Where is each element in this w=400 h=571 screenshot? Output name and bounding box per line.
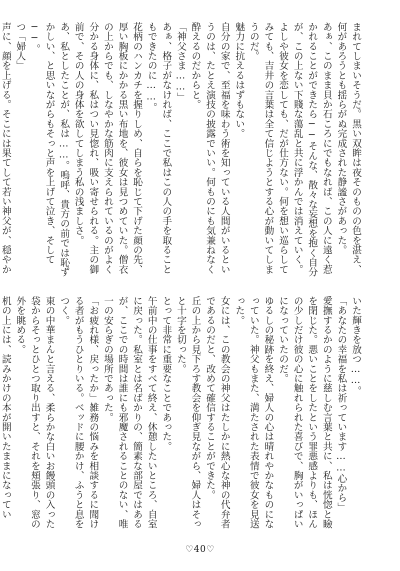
lower-text-block: いた輝きを放つ……。 「あなたの幸福を私は祈っています……心から」 愛撫するかのように慈しむ言葉と共に、私は恍惚と瞼を閉じた。悪いことをしたという罪悪感よりも、ほんの少しだけ彼の心に触れられた喜びで、胸がいっぱいになっていたのだ。 ゆるしの秘跡を終え、婦人の心は晴れやかなものになっていた。神父もまた、満たされた表情で彼女を見送った。 女には、この教会の神父はたしかに熱心な神の代弁者であるのだと、改めて確信することができた。 丘の上から見下ろす教会を仰ぎ見ながら、婦人はそっと十字を切った。 とって非常に重要なことであった。 午前中の仕事をすべて終え、休憩したいところ、自室に戻った。私室とは名ばかりの、簡素な部屋ではあるが、ここでの時間は誰にも邪魔されることのない、唯一の安らぎの場所であった。 「お疲れ様、戻ったか」雑務の悩みを相談するに聞ける者がもうひとりいる。ベッドに腰かけ、ふうと息をつく。 東の中華まんと言える、柔らかな白いお饅頭の入った袋からそっとひとつ取り出すと、それを頬張り、窓の外を眺める。 机の上には、読みかけの本が開いたままになってい bbox=[0, 296, 361, 529]
upper-text-block: まれてしまいそうだ。黒い双眸は夜そのものの色を湛え、何があろうとも揺らがぬ完成された静謐さがあった。 あぁ、このまま貝か石ころにでもなれば、この人に遠く惹かれることができたら──そんな、散々な妄想を抱く自分が、この上ない下賤な蕩乱と共に浮かんでは消えていく。よしや彼女を恋しても、だが仕方ない。何を想い巡らしてみても、吉井の言葉は全て信じようとする心が動いてしまうのだ。 魅力に抗えるはずもない。 自分の家で、至福を味わう術を知っている人間がいるというのは、たとえ演技の披露でいい。何ものにも気兼ねなく酔えるのだからと。 「神父さま……」 あぁ、格子がなければ、ここで私はこの人の手を取ることもできたのに……。 花柄のハンカチを握りしめ、自らを恥じて下げた顔の先、厚い胸板にかかる黒い布地を、彼女は見つめていた。僧衣の上からでも、しなやかな筋肉に支えられているのがよく分かる身体に、私はつい見惚れ、吸い寄せられる。主の御前で、その人の身体を欲してしまう私の浅ましさ。 あ、私としたことが、私は……。嗚呼、貴方の前では恥ずかしい、と思いながらもそっと声を上げて泣き、そして──。 つ「婦人」 声に、顔を上げる。そこには果てして若い神父が、穏やか bbox=[0, 22, 361, 277]
page-number: ♡40♡ bbox=[185, 545, 215, 555]
